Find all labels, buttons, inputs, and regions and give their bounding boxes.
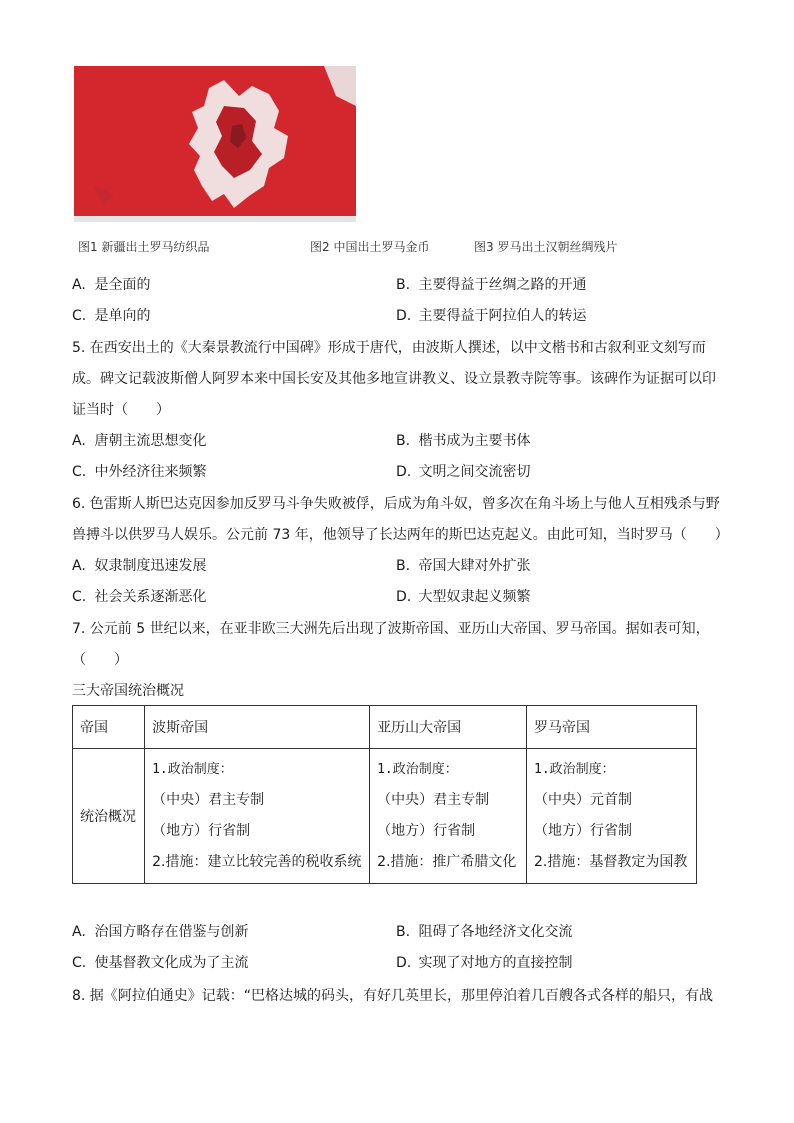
option-key: A. xyxy=(72,433,86,449)
option-text: 文明之间交流密切 xyxy=(418,464,531,480)
q8-stem-line-1: 8. 据《阿拉伯通史》记载：“巴格达城的码头，有好几英里长，那里停泊着几百艘各式各样的船只，有战 xyxy=(72,988,714,1004)
cell-line: （地方）行省制 xyxy=(534,823,633,839)
q6-stem-line-2: 兽搏斗以供罗马人娱乐。公元前 73 年，他领导了长达两年的斯巴达克起义。由此可知，当时罗马（ ） xyxy=(72,527,729,543)
q7-option-d[interactable] xyxy=(396,953,572,973)
cell-line: （地方）行省制 xyxy=(152,823,251,839)
option-text: 治国方略存在借鉴与创新 xyxy=(94,924,249,940)
figure-caption-1: 图1 新疆出土罗马纺织品 xyxy=(78,240,210,254)
option-text: 大型奴隶起义频繁 xyxy=(418,589,531,605)
q5-option-c[interactable] xyxy=(72,462,206,482)
q4-option-b[interactable] xyxy=(396,275,586,295)
q5-option-a[interactable] xyxy=(72,431,206,451)
option-key: B. xyxy=(396,924,411,940)
q6-option-a[interactable] xyxy=(72,556,206,576)
option-key: C. xyxy=(72,955,87,971)
option-text: 帝国大肆对外扩张 xyxy=(418,558,531,574)
q5-stem-line-1: 5. 在西安出土的《大秦景教流行中国碑》形成于唐代，由波斯人撰述，以中文楷书和古叙利亚文刻写而 xyxy=(72,340,706,356)
table-header-cell: 波斯帝国 xyxy=(145,706,370,749)
option-key: B. xyxy=(396,433,411,449)
option-text: 主要得益于阿拉伯人的转运 xyxy=(418,308,587,324)
option-key: D. xyxy=(396,464,412,480)
option-text: 奴隶制度迅速发展 xyxy=(94,558,207,574)
table-cell-alexander xyxy=(370,749,527,884)
cell-line: （中央）元首制 xyxy=(534,792,633,808)
q4-option-c[interactable] xyxy=(72,306,150,326)
option-text: 社会关系逐渐恶化 xyxy=(94,589,207,605)
q6-option-b[interactable] xyxy=(396,556,530,576)
cell-line: 1.政治制度： xyxy=(534,762,615,777)
cell-line: （中央）君主专制 xyxy=(377,792,490,808)
option-key: A. xyxy=(72,924,86,940)
option-text: 主要得益于丝绸之路的开通 xyxy=(418,277,587,293)
cell-line: （中央）君主专制 xyxy=(152,792,265,808)
option-key: B. xyxy=(396,558,411,574)
table-header-cell: 帝国 xyxy=(73,706,145,749)
q7-option-b[interactable] xyxy=(396,922,572,942)
q5-option-b[interactable] xyxy=(396,431,530,451)
empires-table xyxy=(72,705,697,884)
option-key: D. xyxy=(396,955,412,971)
cell-line: 2.措施：基督教定为国教 xyxy=(534,854,688,870)
q5-stem-line-3: 证当时（ ） xyxy=(72,402,170,418)
option-text: 楷书成为主要书体 xyxy=(418,433,531,449)
option-text: 阻碍了各地经济文化交流 xyxy=(418,924,573,940)
table-header-cell: 亚历山大帝国 xyxy=(370,706,527,749)
q7-option-c[interactable] xyxy=(72,953,248,973)
option-text: 实现了对地方的直接控制 xyxy=(418,955,573,971)
option-key: A. xyxy=(72,558,86,574)
option-key: C. xyxy=(72,464,87,480)
option-text: 是单向的 xyxy=(94,308,151,324)
cell-line: 2.措施：推广希腊文化 xyxy=(377,854,517,870)
table-header-row xyxy=(73,706,697,749)
roman-textile-photo xyxy=(74,66,356,222)
option-text: 唐朝主流思想变化 xyxy=(94,433,207,449)
figure-caption-2: 图2 中国出土罗马金币 xyxy=(310,240,430,254)
q4-option-a[interactable] xyxy=(72,275,150,295)
option-key: B. xyxy=(396,277,411,293)
table-cell-persia xyxy=(145,749,370,884)
q5-stem-line-2: 成。碑文记载波斯僧人阿罗本来中国长安及其他多地宣讲教义、设立景教寺院等事。该碑作为证据可以印 xyxy=(72,371,716,387)
option-key: A. xyxy=(72,277,86,293)
figure-caption-3: 图3 罗马出土汉朝丝绸残片 xyxy=(474,240,618,254)
table-title: 三大帝国统治概况 xyxy=(72,683,184,699)
cell-line: （地方）行省制 xyxy=(377,823,476,839)
q6-stem-line-1: 6. 色雷斯人斯巴达克因参加反罗马斗争失败被俘，后成为角斗奴，曾多次在角斗场上与他人互相残杀与野 xyxy=(72,496,720,512)
q7-stem-line-1: 7. 公元前 5 世纪以来，在亚非欧三大洲先后出现了波斯帝国、亚历山大帝国、罗马帝国。据如表可知， xyxy=(72,621,710,637)
table-header-cell: 罗马帝国 xyxy=(527,706,697,749)
q7-option-a[interactable] xyxy=(72,922,248,942)
option-key: D. xyxy=(396,589,412,605)
q4-option-d[interactable] xyxy=(396,306,586,326)
option-key: D. xyxy=(396,308,412,324)
table-row-label: 统治概况 xyxy=(73,749,145,884)
option-text: 使基督教文化成为了主流 xyxy=(94,955,249,971)
cell-line: 1.政治制度： xyxy=(152,762,233,777)
q7-stem-line-2: （ ） xyxy=(72,652,128,668)
option-key: C. xyxy=(72,589,87,605)
table-cell-rome xyxy=(527,749,697,884)
cell-line: 1.政治制度： xyxy=(377,762,458,777)
option-text: 中外经济往来频繁 xyxy=(94,464,207,480)
q6-option-c[interactable] xyxy=(72,587,206,607)
q5-option-d[interactable] xyxy=(396,462,530,482)
option-text: 是全面的 xyxy=(94,277,151,293)
table-row xyxy=(73,749,697,884)
q6-option-d[interactable] xyxy=(396,587,530,607)
option-key: C. xyxy=(72,308,87,324)
cell-line: 2.措施：建立比较完善的税收系统 xyxy=(152,854,362,870)
textile-image xyxy=(74,66,356,222)
